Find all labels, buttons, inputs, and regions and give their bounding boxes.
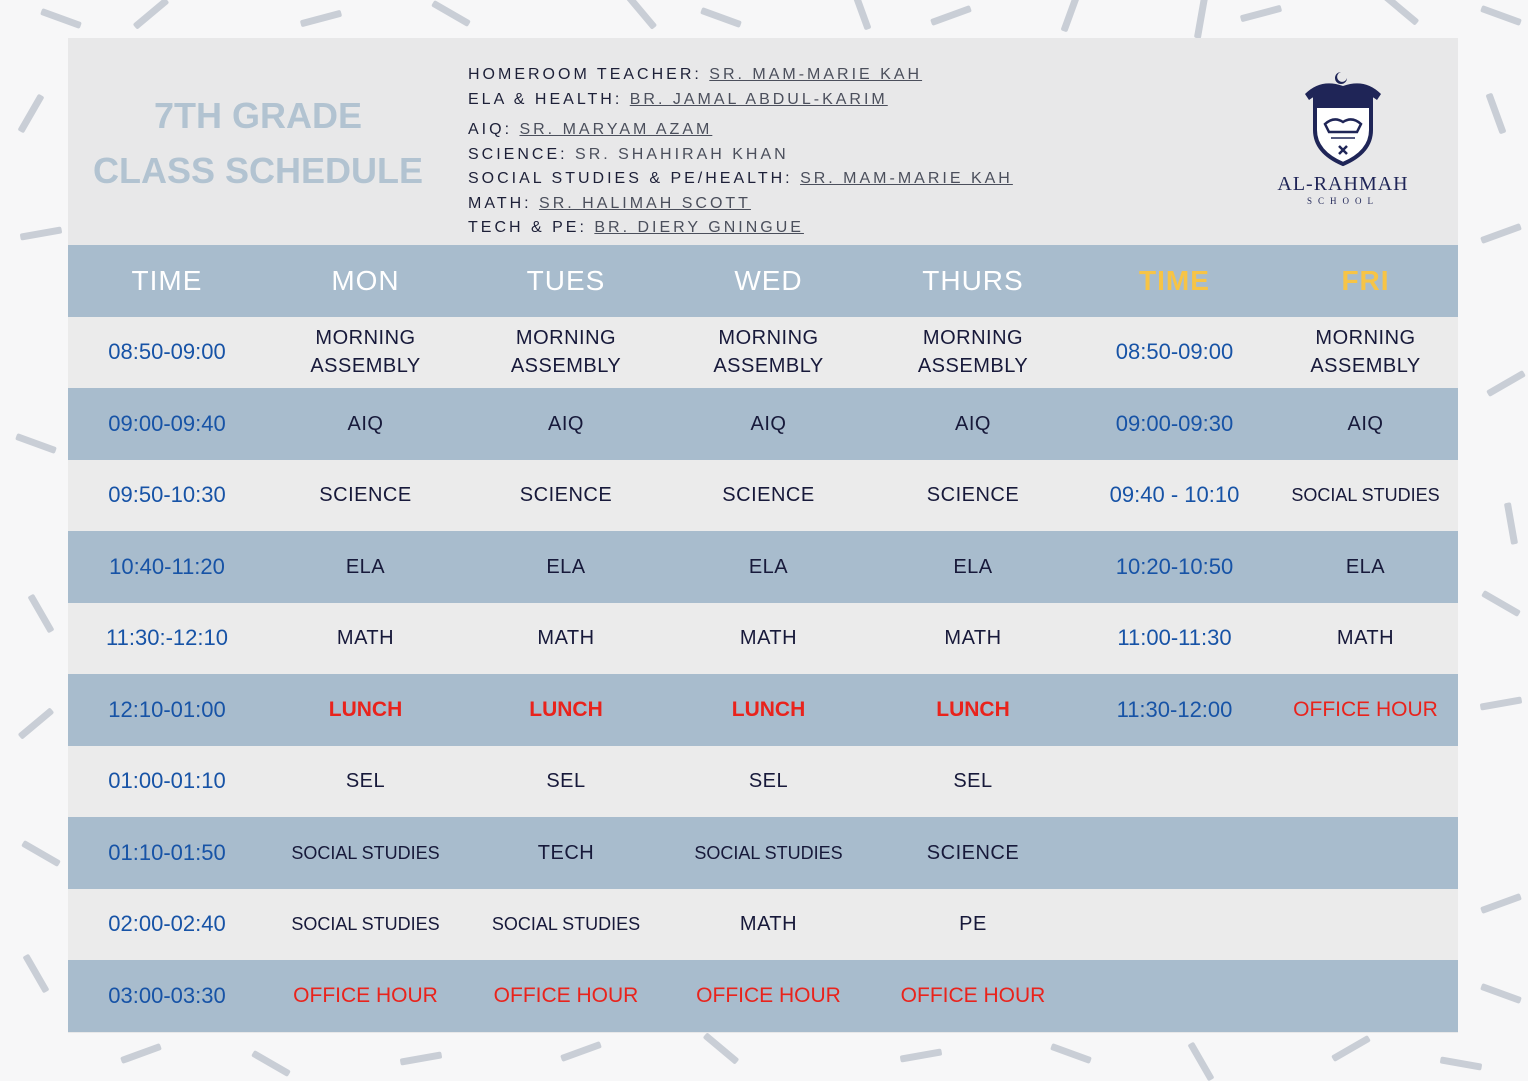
time-cell: 11:00-11:30 xyxy=(1076,603,1273,675)
class-cell: SCIENCE xyxy=(465,460,667,532)
table-row xyxy=(68,603,1458,675)
column-header: WED xyxy=(667,245,870,317)
class-cell: PE xyxy=(870,889,1076,961)
class-cell xyxy=(1273,960,1458,1032)
schedule-table xyxy=(68,245,1458,1032)
class-cell: LUNCH xyxy=(870,674,1076,746)
class-cell: AIQ xyxy=(266,388,465,460)
confetti-dash xyxy=(133,0,170,30)
teacher-row: MATH: SR. HALIMAH SCOTT xyxy=(468,194,751,212)
confetti-dash xyxy=(251,1050,291,1077)
time-cell xyxy=(1076,889,1273,961)
time-cell: 09:00-09:40 xyxy=(68,388,266,460)
class-cell: ELA xyxy=(465,531,667,603)
confetti-dash xyxy=(560,1041,602,1062)
class-cell: SOCIAL STUDIES xyxy=(1273,460,1458,532)
class-cell: MATH xyxy=(1273,603,1458,675)
time-cell: 01:10-01:50 xyxy=(68,817,266,889)
logo-subtitle: SCHOOL xyxy=(1306,196,1379,206)
teacher-role: HOMEROOM TEACHER xyxy=(468,66,695,83)
class-cell: SCIENCE xyxy=(266,460,465,532)
page-title xyxy=(68,88,448,198)
class-cell: SCIENCE xyxy=(870,817,1076,889)
table-row xyxy=(68,674,1458,746)
confetti-dash xyxy=(1240,5,1282,23)
confetti-dash xyxy=(120,1043,162,1064)
teacher-role: TECH & PE xyxy=(468,219,580,236)
crest-icon xyxy=(1301,68,1385,168)
teacher-role: SOCIAL STUDIES & PE/HEALTH xyxy=(468,170,786,187)
confetti-dash xyxy=(1480,983,1522,1004)
table-row xyxy=(68,889,1458,961)
table-row xyxy=(68,317,1458,389)
confetti-dash xyxy=(431,0,471,27)
table-row xyxy=(68,960,1458,1032)
teacher-name-link: SR. SHAHIRAH KHAN xyxy=(575,145,789,163)
time-cell: 09:00-09:30 xyxy=(1076,388,1273,460)
confetti-dash xyxy=(17,94,44,134)
teacher-row: TECH & PE: BR. DIERY GNINGUE xyxy=(468,219,804,236)
time-cell: 03:00-03:30 xyxy=(68,960,266,1032)
class-cell: MATH xyxy=(667,603,870,675)
confetti-dash xyxy=(1440,1056,1483,1070)
class-cell: ELA xyxy=(1273,531,1458,603)
class-cell: SEL xyxy=(870,746,1076,818)
teacher-role: SCIENCE xyxy=(468,145,561,163)
class-cell: AIQ xyxy=(465,388,667,460)
confetti-dash xyxy=(1187,1042,1214,1081)
confetti-dash xyxy=(900,1048,943,1062)
column-header: TIME xyxy=(1076,245,1273,317)
header-row xyxy=(68,245,1458,317)
confetti-dash xyxy=(1383,0,1420,26)
teacher-row: SOCIAL STUDIES & PE/HEALTH: SR. MAM-MARIE KAH xyxy=(468,170,1013,187)
teacher-row: SCIENCE: SR. SHAHIRAH KHAN xyxy=(468,145,789,163)
column-header: MON xyxy=(266,245,465,317)
class-cell: MATH xyxy=(465,603,667,675)
class-cell: SEL xyxy=(667,746,870,818)
teacher-list xyxy=(468,63,1013,241)
class-cell: OFFICE HOUR xyxy=(870,960,1076,1032)
confetti-dash xyxy=(21,840,61,867)
confetti-dash xyxy=(1486,370,1526,397)
table-row xyxy=(68,817,1458,889)
confetti-dash xyxy=(300,10,342,28)
confetti-dash xyxy=(625,0,657,30)
teacher-row: ELA & HEALTH: BR. JAMAL ABDUL-KARIM xyxy=(468,90,888,108)
class-cell: SCIENCE xyxy=(870,460,1076,532)
time-cell: 01:00-01:10 xyxy=(68,746,266,818)
class-cell: MORNING ASSEMBLY xyxy=(667,317,870,389)
column-header: FRI xyxy=(1273,245,1458,317)
confetti-dash xyxy=(1504,502,1518,545)
schedule-card xyxy=(68,38,1458,1033)
confetti-dash xyxy=(930,5,972,26)
time-cell: 11:30:-12:10 xyxy=(68,603,266,675)
time-cell: 10:20-10:50 xyxy=(1076,531,1273,603)
class-cell: SOCIAL STUDIES xyxy=(266,817,465,889)
class-cell: OFFICE HOUR xyxy=(465,960,667,1032)
column-header: THURS xyxy=(870,245,1076,317)
class-cell: SOCIAL STUDIES xyxy=(465,889,667,961)
confetti-dash xyxy=(1486,93,1507,135)
confetti-dash xyxy=(1480,696,1523,710)
class-cell xyxy=(1273,817,1458,889)
class-cell: AIQ xyxy=(667,388,870,460)
class-cell: LUNCH xyxy=(266,674,465,746)
title-line-2: CLASS SCHEDULE xyxy=(92,150,424,191)
time-cell: 02:00-02:40 xyxy=(68,889,266,961)
school-logo xyxy=(1258,68,1428,207)
time-cell: 09:50-10:30 xyxy=(68,460,266,532)
confetti-dash xyxy=(1480,223,1522,244)
teacher-role: AIQ xyxy=(468,121,505,138)
teacher-name-link[interactable]: SR. MAM-MARIE KAH xyxy=(800,170,1013,187)
confetti-dash xyxy=(15,433,57,454)
confetti-dash xyxy=(27,594,54,634)
class-cell: TECH xyxy=(465,817,667,889)
confetti-dash xyxy=(40,8,82,29)
teacher-name-link[interactable]: BR. DIERY GNINGUE xyxy=(594,219,804,236)
time-cell: 11:30-12:00 xyxy=(1076,674,1273,746)
confetti-dash xyxy=(400,1051,443,1065)
time-cell: 08:50-09:00 xyxy=(68,317,266,389)
confetti-dash xyxy=(1194,0,1208,39)
class-cell: ELA xyxy=(266,531,465,603)
confetti-dash xyxy=(1480,893,1522,914)
column-header: TIME xyxy=(68,245,266,317)
table-row xyxy=(68,388,1458,460)
class-cell: SOCIAL STUDIES xyxy=(266,889,465,961)
class-cell xyxy=(1273,746,1458,818)
teacher-name-link[interactable]: SR. MARYAM AZAM xyxy=(519,121,713,138)
confetti-dash xyxy=(1331,1035,1371,1062)
class-cell: OFFICE HOUR xyxy=(266,960,465,1032)
time-cell: 09:40 - 10:10 xyxy=(1076,460,1273,532)
class-cell: SCIENCE xyxy=(667,460,870,532)
class-cell: LUNCH xyxy=(667,674,870,746)
time-cell xyxy=(1076,960,1273,1032)
time-cell: 12:10-01:00 xyxy=(68,674,266,746)
confetti-dash xyxy=(22,954,49,994)
class-cell: ELA xyxy=(870,531,1076,603)
class-cell: SOCIAL STUDIES xyxy=(667,817,870,889)
table-row xyxy=(68,460,1458,532)
class-cell: MATH xyxy=(667,889,870,961)
logo-name: AL-RAHMAH xyxy=(1277,173,1409,195)
teacher-role: ELA & HEALTH xyxy=(468,90,615,108)
class-cell: SEL xyxy=(266,746,465,818)
teacher-name-link[interactable]: SR. HALIMAH SCOTT xyxy=(539,194,751,212)
column-header: TUES xyxy=(465,245,667,317)
confetti-dash xyxy=(703,1032,740,1064)
class-cell: MORNING ASSEMBLY xyxy=(1273,317,1458,389)
class-cell: LUNCH xyxy=(465,674,667,746)
confetti-dash xyxy=(1481,590,1521,617)
teacher-row: AIQ: SR. MARYAM AZAM xyxy=(468,121,713,138)
time-cell xyxy=(1076,746,1273,818)
confetti-dash xyxy=(700,7,742,28)
class-cell: MATH xyxy=(266,603,465,675)
table-row xyxy=(68,531,1458,603)
confetti-dash xyxy=(1480,5,1522,26)
class-cell: MATH xyxy=(870,603,1076,675)
time-cell xyxy=(1076,817,1273,889)
time-cell: 10:40-11:20 xyxy=(68,531,266,603)
confetti-dash xyxy=(1050,1043,1092,1064)
time-cell: 08:50-09:00 xyxy=(1076,317,1273,389)
class-cell: AIQ xyxy=(870,388,1076,460)
table-row xyxy=(68,746,1458,818)
confetti-dash xyxy=(1061,0,1082,32)
class-cell: SEL xyxy=(465,746,667,818)
confetti-dash xyxy=(851,0,872,30)
teacher-row: HOMEROOM TEACHER: SR. MAM-MARIE KAH xyxy=(468,66,923,83)
class-cell: ELA xyxy=(667,531,870,603)
teacher-role: MATH xyxy=(468,194,525,212)
confetti-dash xyxy=(18,707,55,739)
teacher-name-link[interactable]: BR. JAMAL ABDUL-KARIM xyxy=(629,90,888,108)
class-cell: MORNING ASSEMBLY xyxy=(266,317,465,389)
class-cell: MORNING ASSEMBLY xyxy=(870,317,1076,389)
class-cell: AIQ xyxy=(1273,388,1458,460)
class-cell: MORNING ASSEMBLY xyxy=(465,317,667,389)
confetti-dash xyxy=(20,226,63,240)
class-cell: OFFICE HOUR xyxy=(1273,674,1458,746)
title-line-1: 7TH GRADE xyxy=(153,95,363,136)
teacher-name-link[interactable]: SR. MAM-MARIE KAH xyxy=(709,66,923,83)
class-cell xyxy=(1273,889,1458,961)
class-cell: OFFICE HOUR xyxy=(667,960,870,1032)
